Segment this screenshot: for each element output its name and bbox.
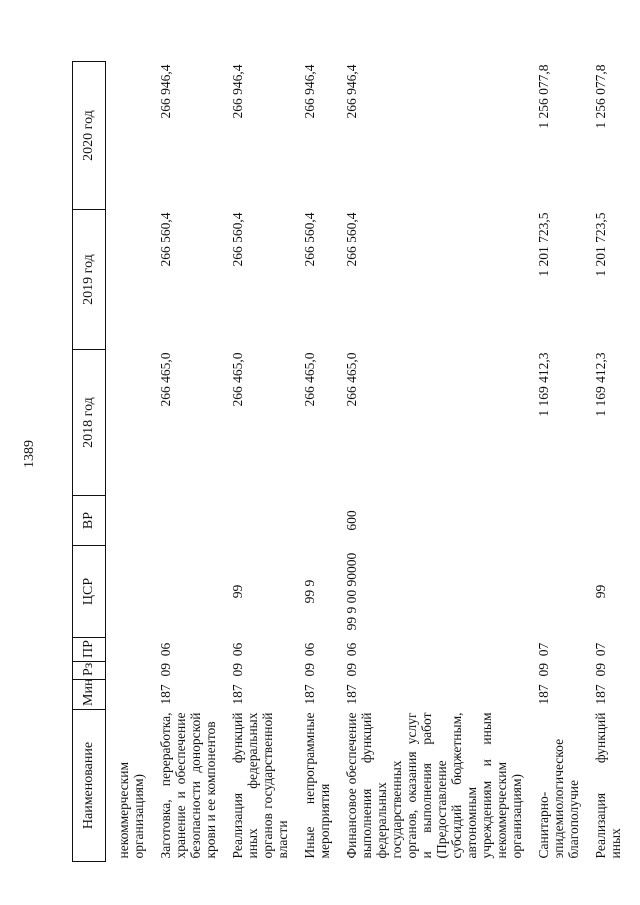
header-2018: 2018 год bbox=[73, 350, 106, 496]
table-cell-2020: 1 256 077,8 bbox=[593, 64, 608, 129]
table-cell-2018: 266 465,0 bbox=[302, 352, 317, 407]
table-row bbox=[526, 62, 583, 862]
table-header-row bbox=[73, 62, 106, 862]
table-cell-2018 bbox=[106, 350, 149, 496]
table-cell-2019: 266 560,4 bbox=[230, 212, 245, 267]
table-cell-min: 187 bbox=[158, 684, 173, 705]
table-cell-rz bbox=[106, 662, 149, 680]
header-min: Мин bbox=[73, 680, 106, 710]
budget-table bbox=[72, 61, 625, 862]
table-cell-vr: 600 bbox=[344, 510, 359, 531]
table-cell-pr bbox=[106, 638, 149, 662]
table-cell-vr bbox=[526, 496, 583, 546]
table-cell-rz: 09 bbox=[230, 663, 245, 677]
table-cell-vr bbox=[106, 496, 149, 546]
table-cell-pr: 07 bbox=[536, 642, 551, 657]
table-cell-pr: 06 bbox=[302, 642, 317, 657]
table-cell-2019: 266 560,4 bbox=[158, 212, 173, 267]
table-cell-rz: 09 bbox=[593, 663, 608, 677]
table-cell-rz: 09 bbox=[158, 663, 173, 677]
table-cell-name: Реализация функций иных федеральных органов государственной власти bbox=[230, 712, 290, 859]
table-cell-name: Финансовое обеспечение выполнения функций федеральных государственных органов, оказания услуг и выполнения работ (Предоставление субсидий бюджетным, автономным учреждениям и иным некоммерческим организациям) bbox=[344, 712, 524, 859]
table-cell-min: 187 bbox=[593, 684, 608, 705]
table-cell-2020: 1 256 077,8 bbox=[536, 64, 551, 129]
table-cell-vr bbox=[220, 496, 292, 546]
table-cell-2019: 266 560,4 bbox=[302, 212, 317, 267]
table-cell-csr bbox=[148, 546, 220, 638]
table-cell-csr bbox=[526, 546, 583, 638]
table-cell-name: Заготовка, переработка, хранение и обеспечение безопасности донорской крови и ее компонентов bbox=[158, 712, 218, 859]
table-cell-csr bbox=[106, 546, 149, 638]
table-cell-2019: 266 560,4 bbox=[344, 212, 359, 267]
table-row bbox=[220, 62, 292, 862]
table-cell-vr bbox=[583, 496, 625, 546]
table-cell-rz: 09 bbox=[302, 663, 317, 677]
table-cell-rz: 09 bbox=[536, 663, 551, 677]
table-cell-2020: 266 946,4 bbox=[158, 64, 173, 119]
table-row bbox=[334, 62, 526, 862]
table-cell-csr: 99 bbox=[230, 584, 245, 599]
table-cell-rz: 09 bbox=[344, 663, 359, 677]
table-cell-name: Иные непрограммные мероприятия bbox=[302, 712, 332, 859]
table-cell-name: Реализация функций иных bbox=[593, 712, 623, 859]
header-rz: Рз bbox=[73, 662, 106, 680]
table-cell-csr: 99 9 00 90000 bbox=[344, 552, 359, 631]
table-cell-2020: 266 946,4 bbox=[344, 64, 359, 119]
table-cell-csr: 99 bbox=[593, 584, 608, 599]
table-cell-2019: 1 201 723,5 bbox=[536, 212, 551, 277]
header-csr: ЦСР bbox=[73, 546, 106, 638]
table-cell-csr: 99 9 bbox=[302, 579, 317, 604]
table-row bbox=[106, 62, 149, 862]
table-cell-pr: 06 bbox=[158, 642, 173, 657]
header-name: Наименование bbox=[73, 710, 106, 862]
table-cell-pr: 06 bbox=[344, 642, 359, 657]
header-vr: ВР bbox=[73, 496, 106, 546]
table-cell-2018: 266 465,0 bbox=[344, 352, 359, 407]
table-cell-min: 187 bbox=[230, 684, 245, 705]
header-2020: 2020 год bbox=[73, 62, 106, 210]
table-cell-2019 bbox=[106, 210, 149, 350]
table-cell-min bbox=[106, 680, 149, 710]
table-cell-2018: 1 169 412,3 bbox=[536, 352, 551, 417]
table-cell-name: некоммерческим организациям) bbox=[116, 761, 146, 859]
table-cell-2020 bbox=[106, 62, 149, 210]
page-number: 1389 bbox=[22, 440, 37, 468]
header-2019: 2019 год bbox=[73, 210, 106, 350]
table-cell-2020: 266 946,4 bbox=[230, 64, 245, 119]
table-cell-2020: 266 946,4 bbox=[302, 64, 317, 119]
table-cell-2018: 1 169 412,3 bbox=[593, 352, 608, 417]
table-cell-min: 187 bbox=[344, 684, 359, 705]
table-row bbox=[148, 62, 220, 862]
table-cell-2018: 266 465,0 bbox=[230, 352, 245, 407]
rotated-page bbox=[72, 62, 623, 862]
table-cell-name: Санитарно-эпидемиологическое благополучие bbox=[536, 738, 581, 859]
table-cell-vr bbox=[148, 496, 220, 546]
table-row bbox=[292, 62, 334, 862]
header-pr: ПР bbox=[73, 638, 106, 662]
table-cell-2019: 1 201 723,5 bbox=[593, 212, 608, 277]
table-cell-min: 187 bbox=[302, 684, 317, 705]
table-cell-min: 187 bbox=[536, 684, 551, 705]
table-cell-2018: 266 465,0 bbox=[158, 352, 173, 407]
table-cell-vr bbox=[292, 496, 334, 546]
table-cell-pr: 07 bbox=[593, 642, 608, 657]
table-cell-pr: 06 bbox=[230, 642, 245, 657]
table-row bbox=[583, 62, 625, 862]
